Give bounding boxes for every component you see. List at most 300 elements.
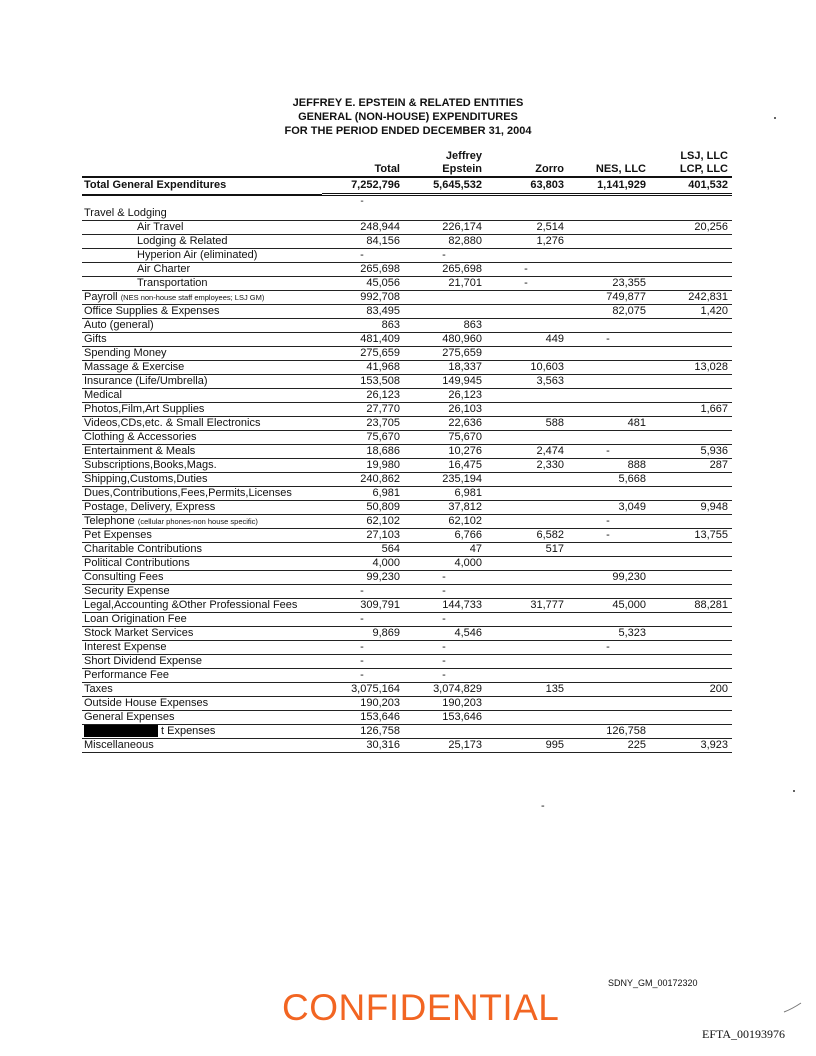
cell-lsj-lcp-llc <box>650 431 732 445</box>
row-label-text: Pet Expenses <box>84 529 152 541</box>
row-label-text: Payroll <box>84 291 118 303</box>
row-label <box>82 529 322 543</box>
cell-jeffrey-epstein: 275,659 <box>404 347 486 361</box>
row-label <box>82 697 322 711</box>
cell-jeffrey-epstein: 6,766 <box>404 529 486 543</box>
cell-jeffrey-epstein: 235,194 <box>404 473 486 487</box>
cell-total: 62,102 <box>322 515 404 529</box>
cell-zorro <box>486 627 568 641</box>
cell-total: - <box>322 613 404 627</box>
cell-jeffrey-epstein: - <box>404 669 486 683</box>
cell-zorro: - <box>486 263 568 277</box>
row-label-text: Performance Fee <box>84 669 169 681</box>
cell-jeffrey-epstein: 25,173 <box>404 739 486 753</box>
cell-total <box>322 207 404 221</box>
cell-zorro: 2,330 <box>486 459 568 473</box>
cell-zorro <box>486 697 568 711</box>
cell-lsj-lcp-llc: 5,936 <box>650 445 732 459</box>
cell-total: 153,508 <box>322 375 404 389</box>
row-label <box>82 543 322 557</box>
cell-jeffrey-epstein: 4,546 <box>404 627 486 641</box>
total-value: 7,252,796 <box>322 177 404 195</box>
table-row <box>82 697 732 711</box>
row-label-text: General Expenses <box>84 711 175 723</box>
label-column-header <box>82 150 322 177</box>
table-row <box>82 571 732 585</box>
cell-total: 265,698 <box>322 263 404 277</box>
table-row <box>82 473 732 487</box>
table-row <box>82 459 732 473</box>
table-row <box>82 557 732 571</box>
row-label <box>82 683 322 697</box>
cell-total: 27,103 <box>322 529 404 543</box>
cell-lsj-lcp-llc: 287 <box>650 459 732 473</box>
cell-nes-llc <box>568 697 650 711</box>
cell-nes-llc <box>568 669 650 683</box>
cell-nes-llc: 888 <box>568 459 650 473</box>
cell-nes-llc <box>568 263 650 277</box>
row-label-text: Medical <box>84 389 122 401</box>
cell-lsj-lcp-llc <box>650 613 732 627</box>
cell-nes-llc <box>568 319 650 333</box>
row-label-text: Outside House Expenses <box>84 697 209 709</box>
cell-jeffrey-epstein: 37,812 <box>404 501 486 515</box>
row-label <box>82 249 322 263</box>
cell-lsj-lcp-llc <box>650 571 732 585</box>
cell-total: - <box>322 641 404 655</box>
cell-nes-llc: 45,000 <box>568 599 650 613</box>
below-total-dash: - <box>360 196 364 207</box>
document-id: SDNY_GM_00172320 <box>608 978 698 988</box>
row-label-text: Loan Origination Fee <box>84 613 187 625</box>
row-label-text: Gifts <box>84 333 107 345</box>
cell-lsj-lcp-llc: 13,755 <box>650 529 732 543</box>
cell-zorro: 135 <box>486 683 568 697</box>
cell-zorro <box>486 305 568 319</box>
cell-jeffrey-epstein: 3,074,829 <box>404 683 486 697</box>
cell-jeffrey-epstein: 26,123 <box>404 389 486 403</box>
row-label-text: Air Charter <box>137 263 191 275</box>
cell-jeffrey-epstein: 190,203 <box>404 697 486 711</box>
table-row <box>82 263 732 277</box>
cell-total: - <box>322 249 404 263</box>
cell-nes-llc: 5,323 <box>568 627 650 641</box>
cell-zorro <box>486 515 568 529</box>
cell-jeffrey-epstein: 153,646 <box>404 711 486 725</box>
row-label-text: Auto (general) <box>84 319 154 331</box>
scan-speck <box>774 117 776 119</box>
total-row <box>82 177 732 195</box>
table-row <box>82 305 732 319</box>
cell-nes-llc <box>568 389 650 403</box>
table-row <box>82 375 732 389</box>
cell-zorro <box>486 431 568 445</box>
cell-lsj-lcp-llc <box>650 277 732 291</box>
cell-jeffrey-epstein: 75,670 <box>404 431 486 445</box>
row-label <box>82 207 322 221</box>
table-row <box>82 487 732 501</box>
total-value: 401,532 <box>650 177 732 195</box>
cell-lsj-lcp-llc <box>650 557 732 571</box>
cell-total: 309,791 <box>322 599 404 613</box>
cell-total: 99,230 <box>322 571 404 585</box>
cell-total: 45,056 <box>322 277 404 291</box>
cell-lsj-lcp-llc <box>650 347 732 361</box>
row-label <box>82 599 322 613</box>
cell-jeffrey-epstein: 144,733 <box>404 599 486 613</box>
total-value: 5,645,532 <box>404 177 486 195</box>
cell-total: 126,758 <box>322 725 404 739</box>
cell-nes-llc: 749,877 <box>568 291 650 305</box>
table-row <box>82 333 732 347</box>
row-label <box>82 389 322 403</box>
row-label-text: Legal,Accounting &Other Professional Fees <box>84 599 298 611</box>
row-label <box>82 669 322 683</box>
cell-lsj-lcp-llc <box>650 515 732 529</box>
row-label <box>82 557 322 571</box>
cell-zorro: 2,474 <box>486 445 568 459</box>
cell-jeffrey-epstein: 22,636 <box>404 417 486 431</box>
cell-zorro: 449 <box>486 333 568 347</box>
cell-nes-llc <box>568 431 650 445</box>
table-row <box>82 445 732 459</box>
row-label <box>82 291 322 305</box>
table-row <box>82 403 732 417</box>
expenditures-table <box>82 150 732 753</box>
row-label <box>82 641 322 655</box>
cell-nes-llc <box>568 543 650 557</box>
row-label <box>82 263 322 277</box>
cell-jeffrey-epstein <box>404 207 486 221</box>
cell-jeffrey-epstein: 21,701 <box>404 277 486 291</box>
cell-lsj-lcp-llc <box>650 585 732 599</box>
table-row <box>82 221 732 235</box>
column-header-lsj-lcp-llc: LSJ, LLC LCP, LLC <box>679 150 728 175</box>
cell-zorro <box>486 249 568 263</box>
row-label <box>82 375 322 389</box>
total-row-label: Total General Expenditures <box>82 177 322 195</box>
cell-nes-llc <box>568 557 650 571</box>
column-header-nes-llc: NES, LLC <box>595 163 646 175</box>
cell-zorro <box>486 571 568 585</box>
table-row <box>82 613 732 627</box>
cell-lsj-lcp-llc <box>650 389 732 403</box>
cell-total: 84,156 <box>322 235 404 249</box>
row-label-text: Interest Expense <box>84 641 167 653</box>
cell-lsj-lcp-llc <box>650 627 732 641</box>
cell-zorro <box>486 487 568 501</box>
title-line-1: JEFFREY E. EPSTEIN & RELATED ENTITIES <box>292 97 524 109</box>
cell-zorro <box>486 641 568 655</box>
title-line-3: FOR THE PERIOD ENDED DECEMBER 31, 2004 <box>284 125 532 137</box>
cell-lsj-lcp-llc: 3,923 <box>650 739 732 753</box>
title-line-2: GENERAL (NON-HOUSE) EXPENDITURES <box>298 111 518 123</box>
row-label <box>82 431 322 445</box>
cell-zorro <box>486 711 568 725</box>
cell-nes-llc: 3,049 <box>568 501 650 515</box>
cell-total: 3,075,164 <box>322 683 404 697</box>
table-row <box>82 389 732 403</box>
cell-nes-llc <box>568 347 650 361</box>
cell-jeffrey-epstein: 82,880 <box>404 235 486 249</box>
row-label-text: Insurance (Life/Umbrella) <box>84 375 208 387</box>
cell-total: 27,770 <box>322 403 404 417</box>
row-label-text: Charitable Contributions <box>84 543 203 555</box>
cell-jeffrey-epstein: 863 <box>404 319 486 333</box>
cell-zorro <box>486 501 568 515</box>
cell-lsj-lcp-llc <box>650 319 732 333</box>
cell-jeffrey-epstein: 18,337 <box>404 361 486 375</box>
row-label <box>82 305 322 319</box>
cell-jeffrey-epstein <box>404 291 486 305</box>
cell-zorro <box>486 585 568 599</box>
cell-lsj-lcp-llc <box>650 473 732 487</box>
cell-jeffrey-epstein: - <box>404 571 486 585</box>
cell-zorro: 3,563 <box>486 375 568 389</box>
cell-total: 992,708 <box>322 291 404 305</box>
stray-dash: - <box>541 800 545 812</box>
table-row <box>82 515 732 529</box>
cell-nes-llc: 481 <box>568 417 650 431</box>
cell-zorro <box>486 655 568 669</box>
table-row <box>82 725 732 739</box>
cell-zorro: 588 <box>486 417 568 431</box>
row-label <box>82 459 322 473</box>
row-label-text: Short Dividend Expense <box>84 655 203 667</box>
cell-zorro <box>486 207 568 221</box>
table-row <box>82 319 732 333</box>
row-label-text: Entertainment & Meals <box>84 445 196 457</box>
cell-nes-llc <box>568 235 650 249</box>
cell-lsj-lcp-llc <box>650 697 732 711</box>
cell-zorro: 31,777 <box>486 599 568 613</box>
cell-nes-llc: - <box>568 515 650 529</box>
cell-jeffrey-epstein: 226,174 <box>404 221 486 235</box>
cell-total: 275,659 <box>322 347 404 361</box>
cell-nes-llc: 225 <box>568 739 650 753</box>
cell-lsj-lcp-llc <box>650 333 732 347</box>
cell-total: 83,495 <box>322 305 404 319</box>
cell-nes-llc: - <box>568 529 650 543</box>
row-label <box>82 613 322 627</box>
row-label-note: (cellular phones-non house specific) <box>137 517 258 526</box>
cell-zorro <box>486 473 568 487</box>
table-row <box>82 739 732 753</box>
pen-mark-icon <box>783 1000 803 1014</box>
table-row <box>82 207 732 221</box>
table-row <box>82 711 732 725</box>
row-label <box>82 501 322 515</box>
cell-total: 190,203 <box>322 697 404 711</box>
cell-total: - <box>322 655 404 669</box>
cell-total: 4,000 <box>322 557 404 571</box>
cell-zorro <box>486 557 568 571</box>
scan-speck <box>793 790 795 792</box>
cell-jeffrey-epstein: 4,000 <box>404 557 486 571</box>
cell-lsj-lcp-llc <box>650 417 732 431</box>
cell-jeffrey-epstein <box>404 725 486 739</box>
cell-nes-llc: - <box>568 333 650 347</box>
row-label-text: Stock Market Services <box>84 627 194 639</box>
row-label <box>82 403 322 417</box>
row-label <box>82 221 322 235</box>
cell-zorro: 517 <box>486 543 568 557</box>
total-value: 1,141,929 <box>568 177 650 195</box>
cell-total: 9,869 <box>322 627 404 641</box>
cell-total: - <box>322 585 404 599</box>
cell-zorro <box>486 725 568 739</box>
cell-total: 41,968 <box>322 361 404 375</box>
cell-jeffrey-epstein: - <box>404 641 486 655</box>
cell-total: 50,809 <box>322 501 404 515</box>
row-label <box>82 277 322 291</box>
cell-jeffrey-epstein: 16,475 <box>404 459 486 473</box>
cell-nes-llc <box>568 711 650 725</box>
cell-nes-llc <box>568 655 650 669</box>
cell-jeffrey-epstein <box>404 305 486 319</box>
row-label-text: Shipping,Customs,Duties <box>84 473 208 485</box>
cell-zorro: - <box>486 277 568 291</box>
row-label <box>82 627 322 641</box>
row-label <box>82 571 322 585</box>
cell-lsj-lcp-llc <box>650 375 732 389</box>
cell-lsj-lcp-llc: 200 <box>650 683 732 697</box>
cell-lsj-lcp-llc <box>650 669 732 683</box>
row-label-text: Spending Money <box>84 347 167 359</box>
row-label-text: Photos,Film,Art Supplies <box>84 403 205 415</box>
cell-total: 23,705 <box>322 417 404 431</box>
confidential-stamp: CONFIDENTIAL <box>282 987 560 1028</box>
total-value: 63,803 <box>486 177 568 195</box>
cell-nes-llc <box>568 361 650 375</box>
redaction-block <box>84 725 158 737</box>
table-row <box>82 235 732 249</box>
row-label <box>82 347 322 361</box>
cell-lsj-lcp-llc <box>650 263 732 277</box>
table-row <box>82 249 732 263</box>
row-label <box>82 515 322 529</box>
cell-nes-llc: 23,355 <box>568 277 650 291</box>
cell-nes-llc: 126,758 <box>568 725 650 739</box>
cell-nes-llc <box>568 403 650 417</box>
cell-total: 6,981 <box>322 487 404 501</box>
row-label-text: Telephone <box>84 515 135 527</box>
cell-nes-llc <box>568 683 650 697</box>
cell-total: 19,980 <box>322 459 404 473</box>
cell-zorro <box>486 389 568 403</box>
cell-zorro: 2,514 <box>486 221 568 235</box>
cell-jeffrey-epstein: 10,276 <box>404 445 486 459</box>
cell-zorro <box>486 347 568 361</box>
cell-nes-llc: - <box>568 445 650 459</box>
row-label <box>82 361 322 375</box>
cell-nes-llc: 5,668 <box>568 473 650 487</box>
cell-jeffrey-epstein: - <box>404 613 486 627</box>
cell-zorro <box>486 319 568 333</box>
table-row <box>82 599 732 613</box>
cell-zorro <box>486 291 568 305</box>
cell-total: 481,409 <box>322 333 404 347</box>
row-label <box>82 739 322 753</box>
row-label <box>82 235 322 249</box>
cell-jeffrey-epstein: 62,102 <box>404 515 486 529</box>
row-label-text: Consulting Fees <box>84 571 164 583</box>
cell-lsj-lcp-llc <box>650 235 732 249</box>
cell-nes-llc: 82,075 <box>568 305 650 319</box>
row-label-text: Lodging & Related <box>137 235 228 247</box>
cell-total: 30,316 <box>322 739 404 753</box>
row-label-text: Videos,CDs,etc. & Small Electronics <box>84 417 261 429</box>
column-header-total: Total <box>374 163 400 175</box>
cell-nes-llc <box>568 249 650 263</box>
cell-nes-llc <box>568 613 650 627</box>
table-row <box>82 585 732 599</box>
total-subtotal-row <box>82 195 732 208</box>
row-label-text: Massage & Exercise <box>84 361 185 373</box>
cell-nes-llc <box>568 375 650 389</box>
cell-nes-llc <box>568 585 650 599</box>
cell-jeffrey-epstein: 47 <box>404 543 486 557</box>
column-header-zorro: Zorro <box>535 163 564 175</box>
cell-zorro <box>486 669 568 683</box>
cell-lsj-lcp-llc: 13,028 <box>650 361 732 375</box>
cell-lsj-lcp-llc <box>650 655 732 669</box>
cell-lsj-lcp-llc <box>650 711 732 725</box>
table-row <box>82 655 732 669</box>
cell-lsj-lcp-llc: 20,256 <box>650 221 732 235</box>
table-row <box>82 501 732 515</box>
cell-total: 863 <box>322 319 404 333</box>
row-label <box>82 487 322 501</box>
cell-total: 240,862 <box>322 473 404 487</box>
row-label-text: t Expenses <box>161 725 216 737</box>
row-label-text: Travel & Lodging <box>84 207 167 219</box>
cell-jeffrey-epstein: 6,981 <box>404 487 486 501</box>
cell-zorro <box>486 613 568 627</box>
column-header-row <box>82 150 732 177</box>
cell-total: 248,944 <box>322 221 404 235</box>
cell-total: 75,670 <box>322 431 404 445</box>
cell-jeffrey-epstein: - <box>404 249 486 263</box>
row-label-text: Office Supplies & Expenses <box>84 305 220 317</box>
cell-nes-llc: 99,230 <box>568 571 650 585</box>
row-label-text: Subscriptions,Books,Mags. <box>84 459 217 471</box>
cell-jeffrey-epstein: 26,103 <box>404 403 486 417</box>
cell-lsj-lcp-llc <box>650 641 732 655</box>
cell-zorro: 10,603 <box>486 361 568 375</box>
cell-zorro: 1,276 <box>486 235 568 249</box>
cell-nes-llc: - <box>568 641 650 655</box>
row-label-text: Political Contributions <box>84 557 190 569</box>
cell-lsj-lcp-llc <box>650 725 732 739</box>
cell-nes-llc <box>568 207 650 221</box>
row-label <box>82 333 322 347</box>
cell-lsj-lcp-llc: 9,948 <box>650 501 732 515</box>
row-label <box>82 473 322 487</box>
row-label-text: Dues,Contributions,Fees,Permits,Licenses <box>84 487 292 499</box>
cell-jeffrey-epstein: 149,945 <box>404 375 486 389</box>
table-row <box>82 431 732 445</box>
cell-lsj-lcp-llc: 1,667 <box>650 403 732 417</box>
cell-total: 18,686 <box>322 445 404 459</box>
row-label-text: Security Expense <box>84 585 170 597</box>
row-label <box>82 417 322 431</box>
report-title <box>0 96 816 138</box>
row-label-text: Air Travel <box>137 221 184 233</box>
row-label <box>82 445 322 459</box>
cell-jeffrey-epstein: - <box>404 655 486 669</box>
cell-total: - <box>322 669 404 683</box>
